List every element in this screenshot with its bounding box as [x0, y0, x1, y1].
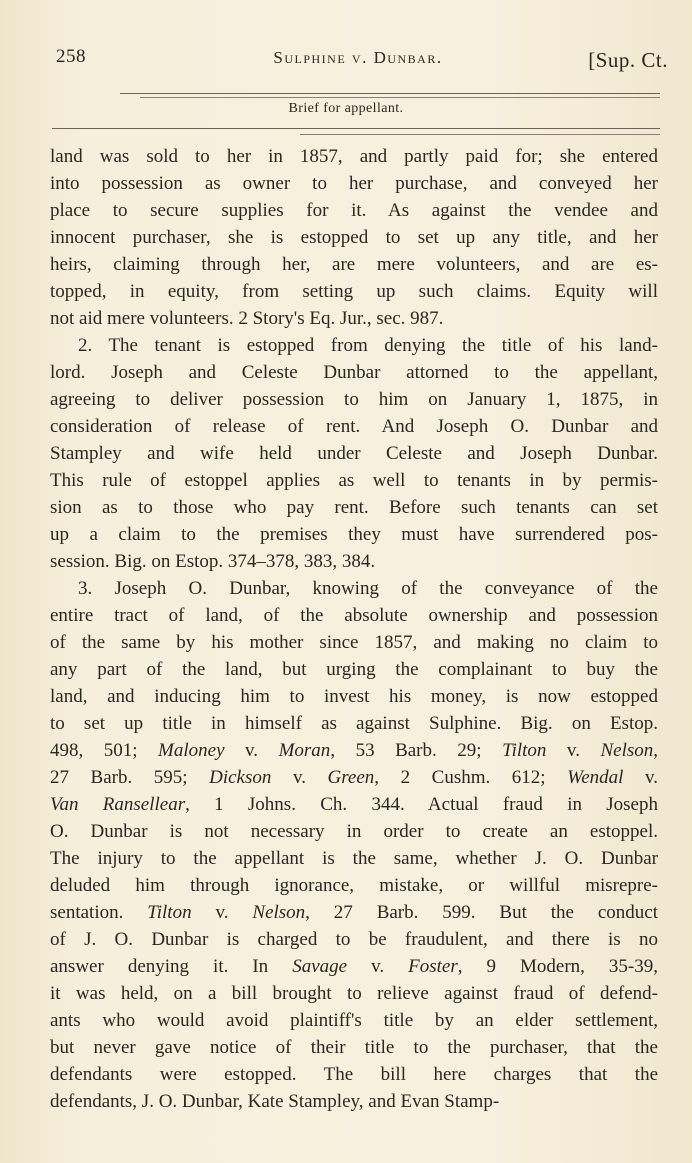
- text-line: land was sold to her in 1857, and partly paid for; she entered: [50, 146, 658, 167]
- text-line: but never gave notice of their title to the purchaser, that the: [50, 1037, 658, 1058]
- text-run: v.: [224, 740, 279, 761]
- text-line: entire tract of land, of the absolute ownership and possession: [50, 605, 658, 626]
- text-line: deluded him through ignorance, mistake, or willful misrepre-: [50, 875, 658, 896]
- header-rule-thin: [140, 97, 660, 98]
- case-name: Nelson: [252, 902, 306, 923]
- text-run: answer denying it. In: [50, 956, 293, 977]
- running-title: Sulphine v. Dunbar.: [273, 48, 443, 67]
- text-run: v.: [347, 956, 409, 977]
- text-run: ,: [653, 740, 658, 761]
- case-name: Maloney: [158, 740, 225, 761]
- case-name: Savage: [292, 956, 348, 977]
- text-line: This rule of estoppel applies as well to tenants in by permis-: [50, 470, 658, 491]
- text-run: sentation.: [50, 902, 148, 923]
- text-line: The injury to the appellant is the same, whether J. O. Dunbar: [50, 848, 658, 869]
- text-line: [50, 953, 658, 980]
- text-line: [50, 791, 658, 818]
- text-line: defendants, J. O. Dunbar, Kate Stampley, and Evan Stamp-: [50, 1091, 500, 1112]
- case-name: Van Ransellear: [50, 794, 186, 815]
- page-header: [52, 42, 668, 82]
- brief-subheading: Brief for appellant.: [288, 101, 404, 116]
- text-run: , 1 Johns. Ch. 344. Actual fraud in Joseph: [185, 794, 658, 815]
- text-run: 498, 501;: [50, 740, 159, 761]
- text-run: , 53 Barb. 29;: [330, 740, 503, 761]
- court-designation: [Sup. Ct.: [588, 48, 668, 72]
- text-line: it was held, on a bill brought to relieve against fraud of defend-: [50, 983, 658, 1004]
- text-line: any part of the land, but urging the complainant to buy the: [50, 659, 658, 680]
- text-line: agreeing to deliver possession to him on January 1, 1875, in: [50, 389, 658, 410]
- text-line: O. Dunbar is not necessary in order to create an estoppel.: [50, 821, 658, 842]
- case-name: Moran: [278, 740, 331, 761]
- text-line: of the same by his mother since 1857, and making no claim to: [50, 632, 658, 653]
- text-line: defendants were estopped. The bill here charges that the: [50, 1064, 658, 1085]
- text-line: consideration of release of rent. And Joseph O. Dunbar and: [50, 416, 658, 437]
- case-name: Tilton: [502, 740, 547, 761]
- text-run: v.: [546, 740, 601, 761]
- text-line: ants who would avoid plaintiff's title by an elder settlement,: [50, 1010, 658, 1031]
- header-rule: [120, 93, 660, 94]
- case-name: Nelson: [600, 740, 654, 761]
- text-run: v.: [623, 767, 658, 788]
- case-name: Tilton: [147, 902, 192, 923]
- text-line: session. Big. on Estop. 374–378, 383, 384.: [50, 551, 376, 572]
- text-line: 3. Joseph O. Dunbar, knowing of the conveyance of the: [78, 578, 658, 599]
- text-line: [50, 737, 658, 764]
- text-line: [50, 764, 658, 791]
- text-run: , 2 Cushm. 612;: [374, 767, 568, 788]
- subheading-rule: [52, 128, 660, 129]
- text-line: Stampley and wife held under Celeste and Joseph Dunbar.: [50, 443, 658, 464]
- text-line: [50, 899, 658, 926]
- text-line: to set up title in himself as against Sulphine. Big. on Estop.: [50, 713, 658, 734]
- text-line: heirs, claiming through her, are mere volunteers, and are es-: [50, 254, 658, 275]
- subheading-rule-thin: [300, 134, 660, 135]
- case-name: Foster: [408, 956, 458, 977]
- text-run: , 27 Barb. 599. But the conduct: [305, 902, 658, 923]
- page-number: 258: [56, 46, 86, 67]
- case-name: Wendal: [567, 767, 624, 788]
- text-run: , 9 Modern, 35-39,: [457, 956, 658, 977]
- brief-body-text: [50, 143, 658, 1115]
- text-line: topped, in equity, from setting up such claims. Equity will: [50, 281, 658, 302]
- text-line: lord. Joseph and Celeste Dunbar attorned to the appellant,: [50, 362, 658, 383]
- text-line: into possession as owner to her purchase, and conveyed her: [50, 173, 658, 194]
- text-run: v.: [271, 767, 328, 788]
- text-line: of J. O. Dunbar is charged to be fraudulent, and there is no: [50, 929, 658, 950]
- text-run: 27 Barb. 595;: [50, 767, 210, 788]
- text-run: v.: [191, 902, 253, 923]
- text-line: up a claim to the premises they must have surrendered pos-: [50, 524, 658, 545]
- text-line: land, and inducing him to invest his money, is now estopped: [50, 686, 658, 707]
- text-line: not aid mere volunteers. 2 Story's Eq. Jur., sec. 987.: [50, 308, 444, 329]
- text-line: place to secure supplies for it. As against the vendee and: [50, 200, 658, 221]
- text-line: innocent purchaser, she is estopped to set up any title, and her: [50, 227, 658, 248]
- case-name: Dickson: [209, 767, 272, 788]
- case-name: Green: [327, 767, 375, 788]
- text-line: sion as to those who pay rent. Before such tenants can set: [50, 497, 658, 518]
- text-line: 2. The tenant is estopped from denying the title of his land-: [78, 335, 658, 356]
